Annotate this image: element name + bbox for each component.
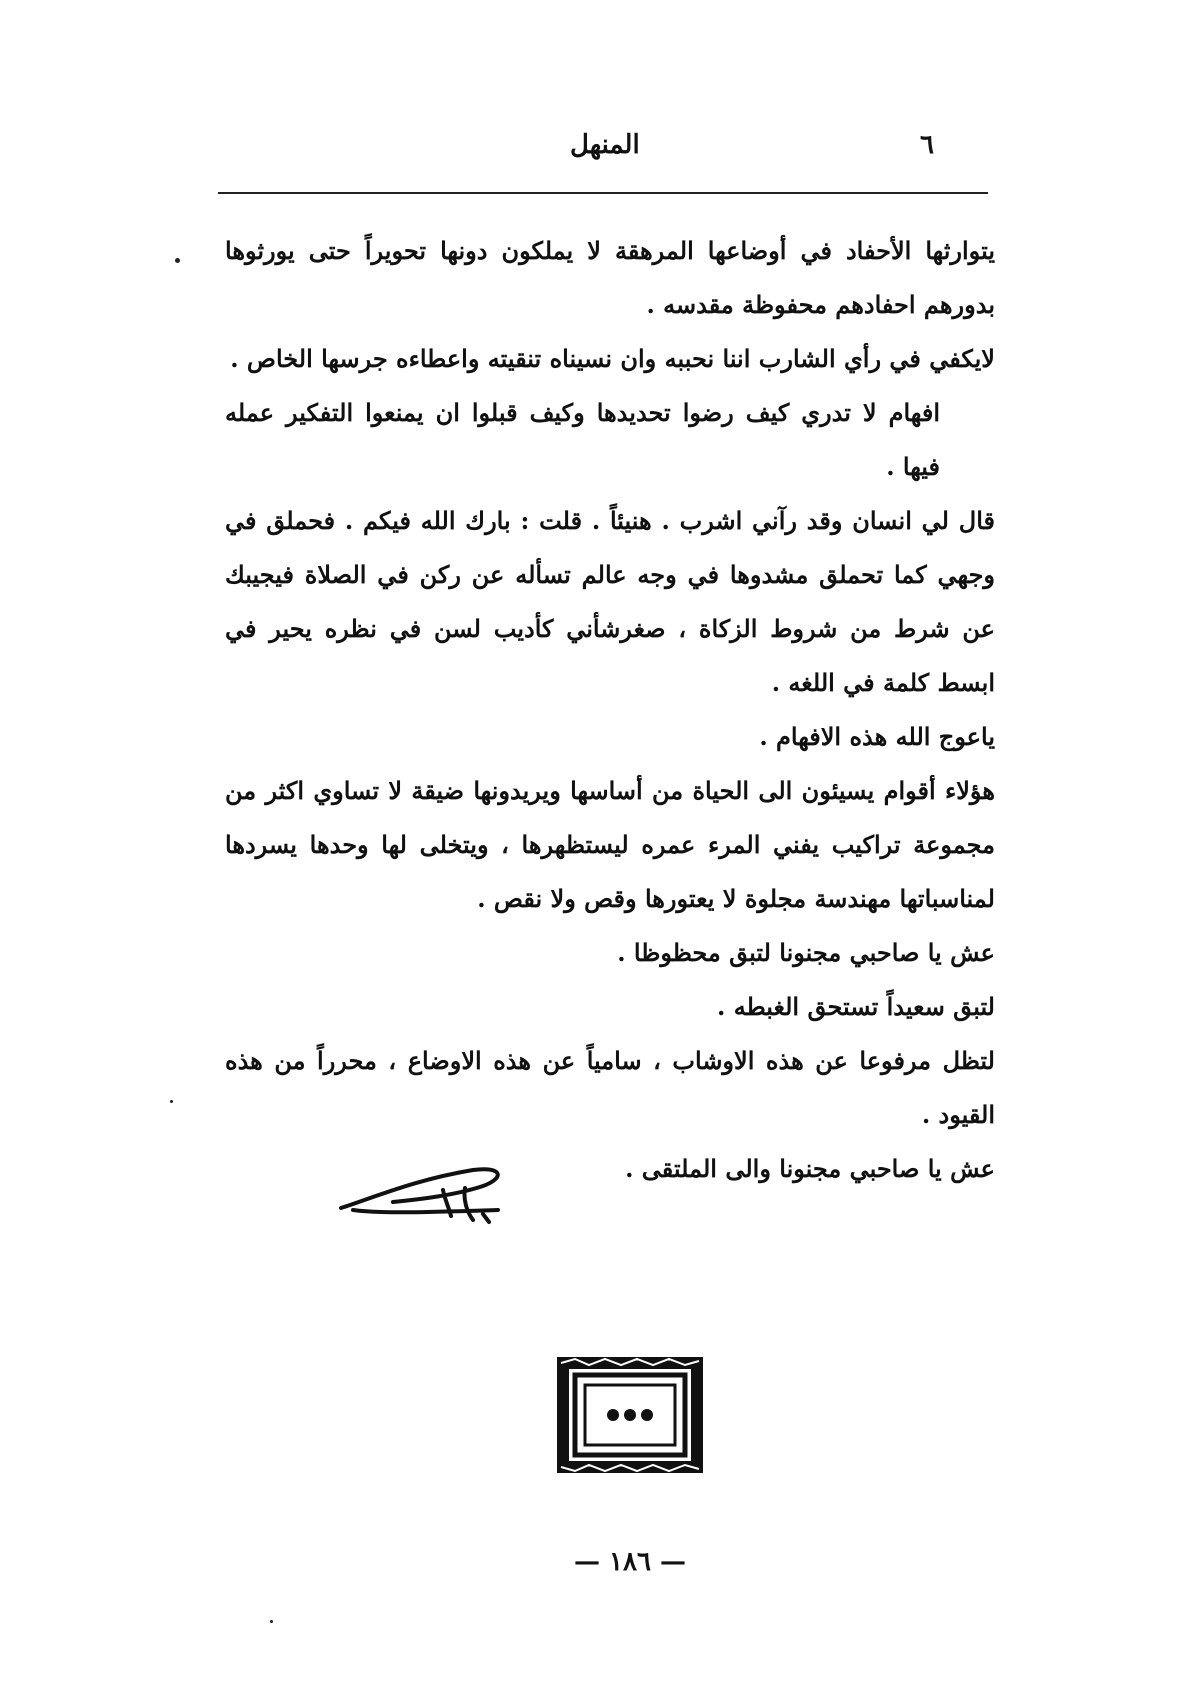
paragraph: عش يا صاحبي مجنونا والى الملتقى .: [625, 1154, 995, 1183]
paragraph: عش يا صاحبي مجنونا لتبق محظوظا .: [617, 938, 995, 967]
paragraph: هؤلاء أقوام يسيئون الى الحياة من أساسها ويريدونها ضيقة لا تساوي اكثر من مجموعة تراكيب يفني المرء عمره ليستظهرها ، ويتخلى لها وحدها يسردها لمناسباتها مهندسة مجلوة لا يعتورها وقص ولا نقص .: [225, 776, 995, 913]
journal-title: المنهل: [570, 130, 640, 160]
paragraph: لتبق سعيداً تستحق الغبطه .: [717, 992, 995, 1021]
paragraph: يتوارثها الأحفاد في أوضاعها المرهقة لا يملكون دونها تحويراً حتى يورثوها بدورهم احفادهم محفوظة مقدسه .: [225, 236, 996, 319]
paragraph: لايكفي في رأي الشارب اننا نحببه وان نسيناه تنقيته واعطاءه جرسها الخاص .: [230, 344, 995, 373]
author-signature: [333, 1160, 508, 1230]
paragraph: افهام لا تدري كيف رضوا تحديدها وكيف قبلوا ان يمنعوا التفكير عمله فيها .: [225, 398, 941, 481]
print-speck: [170, 1100, 173, 1103]
paragraph: لتظل مرفوعا عن هذه الاوشاب ، سامياً عن هذه الاوضاع ، محرراً من هذه القيود .: [225, 1046, 995, 1129]
article-body: [225, 224, 995, 1196]
header-rule: [218, 192, 988, 194]
decorative-ornament: [555, 1355, 705, 1475]
paragraph: قال لي انسان وقد رآني اشرب . هنيئاً . قلت : بارك الله فيكم . فحملق في وجهي كما تحملق مشدوها في وجه عالم تسأله عن ركن في الصلاة فيجيبك عن شرط من شروط الزكاة ، صغرشأني كأديب لسن في نظره يحير في ابسط كلمة في اللغه .: [225, 506, 995, 697]
footer-page-number: — ١٨٦ —: [573, 1547, 687, 1577]
print-speck: [270, 1620, 273, 1623]
header-page-number: ٦: [920, 130, 934, 160]
paragraph: ياعوج الله هذه الافهام .: [759, 722, 995, 751]
print-speck: [175, 258, 180, 263]
